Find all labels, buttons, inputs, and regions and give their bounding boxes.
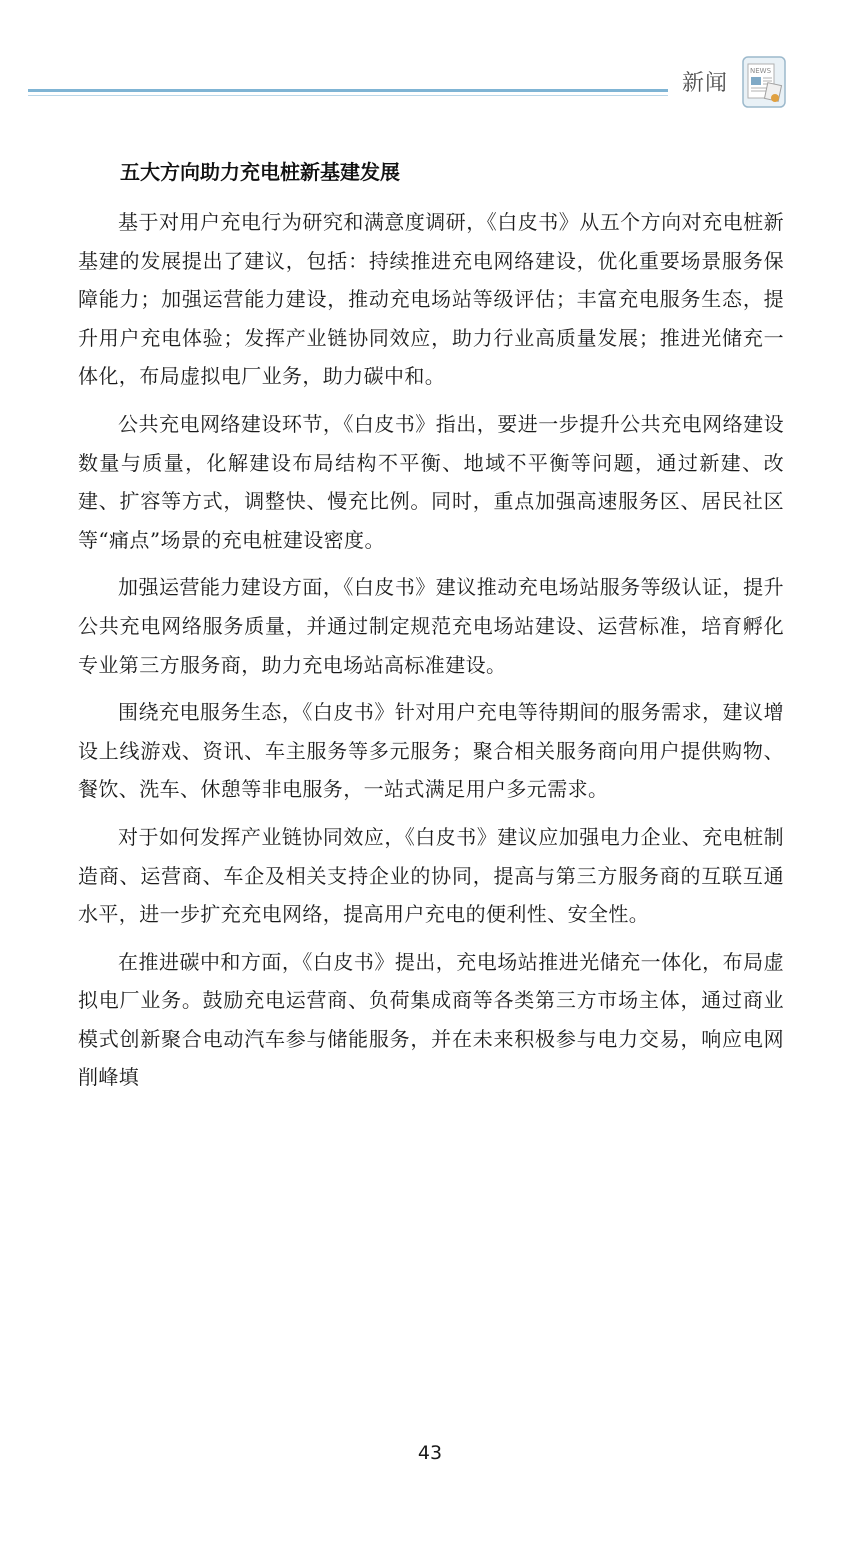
paragraph-4: 围绕充电服务生态，《白皮书》针对用户充电等待期间的服务需求，建议增设上线游戏、资讯、车主服务等多元服务；聚合相关服务商向用户提供购物、餐饮、洗车、休憩等非电服务，一站式满足用户多元需求。 xyxy=(78,700,784,802)
header-rule-thin xyxy=(28,95,668,96)
svg-text:NEWS: NEWS xyxy=(750,67,772,75)
news-icon xyxy=(742,56,786,108)
header-rule xyxy=(28,89,668,92)
page-number: 43 xyxy=(417,1442,443,1464)
article-title: 五大方向助力充电桩新基建发展 xyxy=(120,160,400,184)
paragraph-2: 公共充电网络建设环节，《白皮书》指出，要进一步提升公共充电网络建设数量与质量，化解建设布局结构不平衡、地域不平衡等问题，通过新建、改建、扩容等方式，调整快、慢充比例。同时，重点加强高速服务区、居民社区等“痛点”场景的充电桩建设密度。 xyxy=(78,411,784,552)
section-label: 新闻 xyxy=(682,71,729,96)
paragraph-6: 在推进碳中和方面，《白皮书》提出，充电场站推进光储充一体化，布局虚拟电厂业务。鼓励充电运营商、负荷集成商等各类第三方市场主体，通过商业模式创新聚合电动汽车参与储能服务，并在未来积极参与电力交易，响应电网削峰填 xyxy=(78,949,784,1090)
article xyxy=(78,150,784,1097)
paragraph-5: 对于如何发挥产业链协同效应，《白皮书》建议应加强电力企业、充电桩制造商、运营商、车企及相关支持企业的协同，提高与第三方服务商的互联互通水平，进一步扩充充电网络，提高用户充电的便利性、安全性。 xyxy=(78,824,784,927)
paragraph-1: 基于对用户充电行为研究和满意度调研，《白皮书》从五个方向对充电桩新基建的发展提出了建议，包括：持续推进充电网络建设，优化重要场景服务保障能力；加强运营能力建设，推动充电场站等级评估；丰富充电服务生态，提升用户充电体验；发挥产业链协同效应，助力行业高质量发展；推进光储充一体化，布局虚拟电厂业务，助力碳中和。 xyxy=(78,210,784,389)
paragraph-3: 加强运营能力建设方面，《白皮书》建议推动充电场站服务等级认证，提升公共充电网络服务质量，并通过制定规范充电场站建设、运营标准，培育孵化专业第三方服务商，助力充电场站高标准建设。 xyxy=(78,575,784,677)
